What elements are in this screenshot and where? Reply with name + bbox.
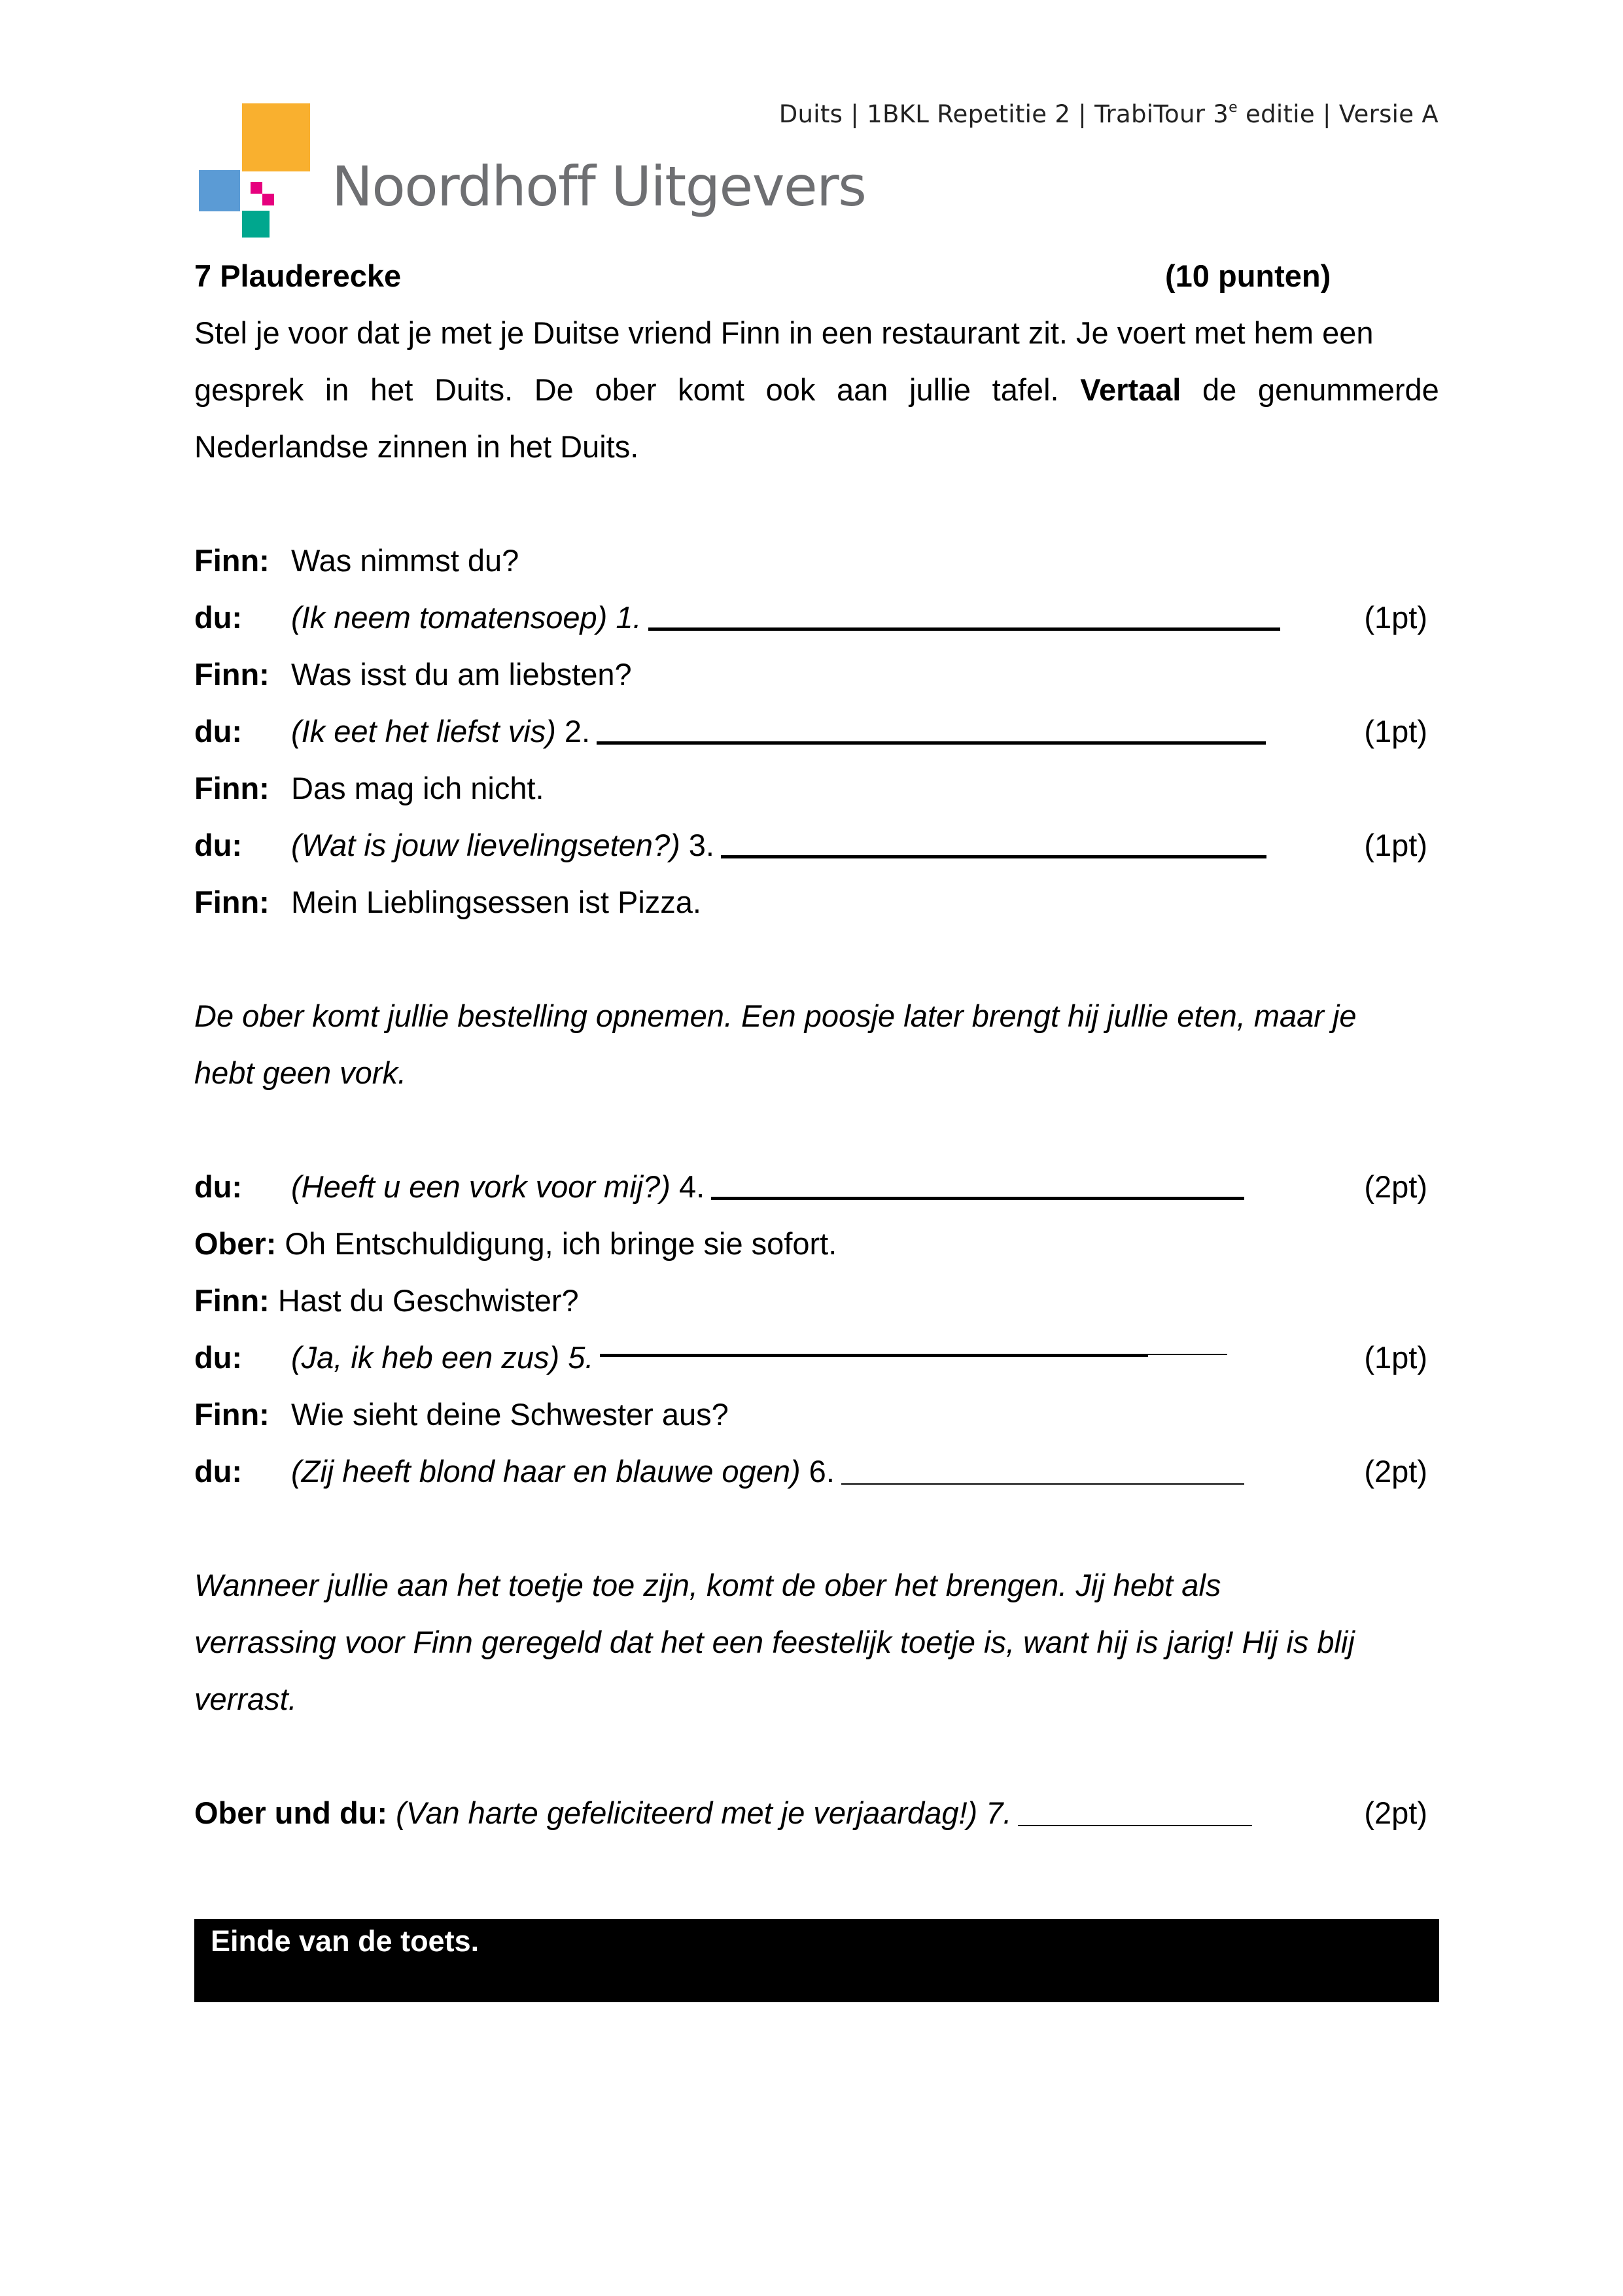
answer-prompt: (Heeft u een vork voor mij?): [291, 1169, 671, 1204]
dialogue-line: [194, 1215, 1439, 1272]
answer-blank-6[interactable]: [841, 1461, 1244, 1485]
narration-text: verrassing voor Finn geregeld dat het een feestelijk toetje is, want hij is jarig! Hij is blij: [194, 1625, 1355, 1659]
answer-blank-5[interactable]: [600, 1332, 1227, 1354]
intro-word: aan: [836, 372, 888, 407]
narration-text: hebt geen vork.: [194, 1055, 406, 1090]
intro-word: de: [1202, 372, 1237, 407]
speaker-label: Finn:: [194, 543, 270, 578]
answer-blank-2[interactable]: [597, 719, 1266, 745]
answer-line-2: [194, 703, 1439, 760]
answer-line-5: [194, 1329, 1439, 1386]
page-header: [779, 99, 1439, 128]
exercise-title-row: [194, 247, 1439, 304]
intro-text-3: Nederlandse zinnen in het Duits.: [194, 429, 639, 464]
noordhoff-logo-icon: [199, 103, 310, 238]
dialogue-line: [194, 760, 1439, 817]
intro-text-1: Stel je voor dat je met je Duitse vriend Finn in een restaurant zit. Je voert met hem een: [194, 315, 1374, 350]
speaker-label: du:: [194, 1454, 243, 1489]
answer-blank-7[interactable]: [1018, 1803, 1252, 1826]
answer-number: 3.: [680, 828, 714, 862]
answer-line-7: [194, 1784, 1439, 1841]
answer-line-6: [194, 1443, 1439, 1500]
answer-prompt: (Ik eet het liefst vis): [291, 714, 556, 749]
intro-word: komt: [678, 372, 744, 407]
speaker-label: Finn:: [194, 771, 270, 805]
spacer: [194, 1727, 1439, 1784]
intro-line-2: [194, 361, 1439, 418]
speaker-label: du:: [194, 828, 243, 862]
speaker-label: Finn:: [194, 1397, 270, 1432]
intro-word: in: [324, 372, 349, 407]
spacer: [194, 930, 1439, 987]
intro-word: tafel.: [992, 372, 1059, 407]
intro-word: ook: [765, 372, 816, 407]
answer-prompt: (Ja, ik heb een zus) 5.: [291, 1340, 594, 1375]
speaker-label: du:: [194, 1169, 243, 1204]
answer-prompt: (Zij heeft blond haar en blauwe ogen): [291, 1454, 801, 1489]
answer-points: (1pt): [1364, 1340, 1427, 1375]
dialogue-text: Hast du Geschwister?: [277, 1283, 579, 1318]
answer-line-3: [194, 817, 1439, 874]
dialogue-text: Das mag ich nicht.: [291, 771, 544, 805]
intro-word: Duits.: [434, 372, 514, 407]
intro-word: ober: [595, 372, 657, 407]
logo-orange-square: [242, 103, 310, 171]
end-of-test-text: Einde van de toets.: [211, 1924, 480, 1958]
answer-prompt: (Wat is jouw lievelingseten?): [291, 828, 680, 862]
answer-number: 4.: [670, 1169, 705, 1204]
intro-word: gesprek: [194, 372, 304, 407]
intro-line-1: [194, 304, 1439, 361]
logo-magenta-dot-2: [262, 194, 274, 205]
logo-blue-square: [199, 170, 240, 211]
answer-points: (1pt): [1364, 828, 1427, 862]
narration-text: De ober komt jullie bestelling opnemen. Een poosje later brengt hij jullie eten, maar je: [194, 998, 1357, 1033]
header-text-end: editie | Versie A: [1237, 100, 1439, 128]
speaker-label: Finn:: [194, 1283, 270, 1318]
narration-line: [194, 1044, 1439, 1101]
header-superscript: e: [1229, 99, 1238, 116]
narration-line: [194, 1670, 1439, 1727]
spacer: [194, 475, 1439, 532]
answer-points: (1pt): [1364, 600, 1427, 635]
exercise-title: 7 Plauderecke: [194, 258, 402, 293]
speaker-label: Finn:: [194, 885, 270, 919]
dialogue-line: [194, 646, 1439, 703]
narration-line: [194, 987, 1439, 1044]
answer-line-4: [194, 1158, 1439, 1215]
narration-text: Wanneer jullie aan het toetje toe zijn, komt de ober het brengen. Jij hebt als: [194, 1568, 1221, 1602]
intro-word: het: [370, 372, 413, 407]
dialogue-text: Was nimmst du?: [291, 543, 519, 578]
answer-blank-3[interactable]: [721, 833, 1266, 858]
speaker-label: du:: [194, 600, 243, 635]
speaker-label: Ober und du:: [194, 1795, 388, 1830]
header-text: Duits | 1BKL Repetitie 2 | TrabiTour 3: [778, 100, 1229, 128]
spacer: [194, 1500, 1439, 1557]
narration-line: [194, 1557, 1439, 1614]
speaker-label: du:: [194, 1340, 243, 1375]
speaker-label: du:: [194, 714, 243, 749]
answer-points: (1pt): [1364, 714, 1427, 749]
intro-bold-word: Vertaal: [1080, 372, 1181, 407]
dialogue-line: [194, 1272, 1439, 1329]
answer-points: (2pt): [1364, 1454, 1427, 1489]
answer-points: (2pt): [1364, 1169, 1427, 1204]
exercise-content: [194, 247, 1439, 1841]
answer-prompt: (Ik neem tomatensoep) 1.: [291, 600, 642, 635]
narration-line: [194, 1614, 1439, 1670]
speaker-label: Finn:: [194, 657, 270, 692]
answer-blank-4[interactable]: [711, 1174, 1244, 1200]
end-of-test-bar: [194, 1919, 1439, 2002]
answer-blank-1[interactable]: [648, 605, 1280, 631]
intro-word: genummerde: [1257, 372, 1439, 407]
logo-magenta-dot-1: [251, 182, 262, 194]
dialogue-line: [194, 874, 1439, 930]
dialogue-text: Wie sieht deine Schwester aus?: [291, 1397, 729, 1432]
answer-points: (2pt): [1364, 1795, 1427, 1830]
answer-line-1: [194, 589, 1439, 646]
intro-line-3: [194, 418, 1439, 475]
spacer: [194, 1101, 1439, 1158]
answer-prompt: (Van harte gefeliciteerd met je verjaardag!) 7.: [396, 1795, 1012, 1830]
dialogue-line: [194, 532, 1439, 589]
dialogue-text: Mein Lieblingsessen ist Pizza.: [291, 885, 701, 919]
dialogue-text: Oh Entschuldigung, ich bringe sie sofort.: [285, 1226, 837, 1261]
answer-number: 6.: [800, 1454, 835, 1489]
narration-text: verrast.: [194, 1682, 297, 1716]
dialogue-text: Was isst du am liebsten?: [291, 657, 632, 692]
logo-teal-square: [242, 211, 270, 238]
exercise-points: (10 punten): [1165, 258, 1331, 293]
speaker-label: Ober:: [194, 1226, 277, 1261]
logo-text: Noordhoff Uitgevers: [332, 154, 866, 219]
intro-word: De: [534, 372, 574, 407]
answer-number: 2.: [555, 714, 591, 749]
intro-word: jullie: [909, 372, 971, 407]
dialogue-line: [194, 1386, 1439, 1443]
